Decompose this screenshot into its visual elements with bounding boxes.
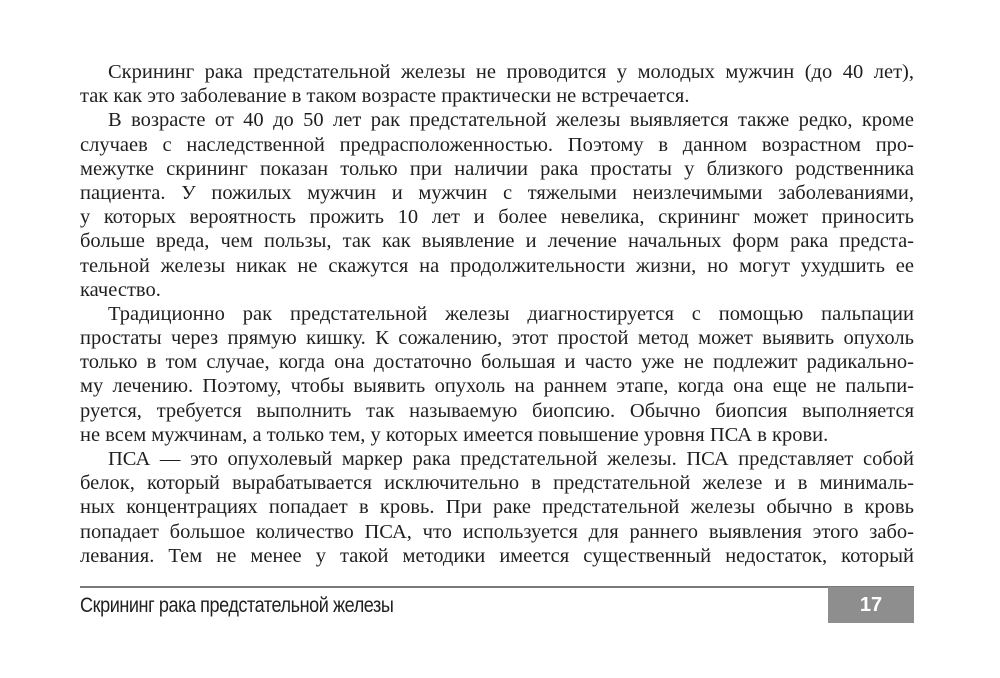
running-footer-title: Скрининг рака предстательной железы: [80, 594, 394, 617]
text-line: Скрининг рака предстательной железы не проводится у молодых мужчин (до 40 лет),: [108, 61, 914, 83]
text-line: В возрасте от 40 до 50 лет рак предстательной железы выявляется также редко, кроме: [108, 109, 914, 132]
body-text: [80, 60, 914, 568]
text-line: больше вреда, чем пользы, так как выявление и лечение начальных форм рака предста-: [80, 230, 914, 253]
text-line: качество.: [80, 278, 161, 301]
text-line: Традиционно рак предстательной железы диагностируется с помощью пальпации: [108, 302, 914, 325]
page-number-badge: [828, 587, 914, 623]
footer-divider: [80, 586, 914, 588]
text-line: руется, требуется выполнить так называемую биопсию. Обычно биопсия выполняется: [80, 399, 914, 422]
text-line: так как это заболевание в таком возрасте практически не встречается.: [80, 85, 690, 108]
text-line: случаев с наследственной предрасположенностью. Поэтому в данном возрастном про-: [80, 133, 914, 156]
text-line: белок, который вырабатывается исключительно в предстательной железе и в минималь-: [80, 472, 914, 495]
text-line: пациента. У пожилых мужчин и мужчин с тяжелыми неизлечимыми заболеваниями,: [80, 181, 914, 204]
text-line: у которых вероятность прожить 10 лет и более невелика, скрининг может приносить: [80, 206, 914, 229]
text-line: не всем мужчинам, а только тем, у которых имеется повышение уровня ПСА в крови.: [80, 423, 829, 446]
text-line: межутке скрининг показан только при наличии рака простаты у близкого родственника: [80, 157, 914, 180]
text-line: тельной железы никак не скажутся на продолжительности жизни, но могут ухудшить ее: [80, 254, 914, 277]
text-line: простаты через прямую кишку. К сожалению, этот простой метод может выявить опухоль: [80, 327, 914, 350]
text-line: ПСА — это опухолевый маркер рака предстательной железы. ПСА представляет собой: [108, 448, 914, 470]
text-line: левания. Тем не менее у такой методики имеется существенный недостаток, который: [80, 544, 914, 567]
text-line: попадает большое количество ПСА, что используется для раннего выявления этого забо-: [80, 520, 914, 543]
text-line: ных концентрациях попадает в кровь. При раке предстательной железы обычно в кровь: [80, 496, 914, 519]
text-line: му лечению. Поэтому, чтобы выявить опухоль на раннем этапе, когда она еще не пальпи-: [80, 375, 914, 398]
page-number: 17: [859, 593, 883, 616]
text-line: только в том случае, когда она достаточно большая и часто уже не подлежит радикально-: [80, 351, 914, 374]
